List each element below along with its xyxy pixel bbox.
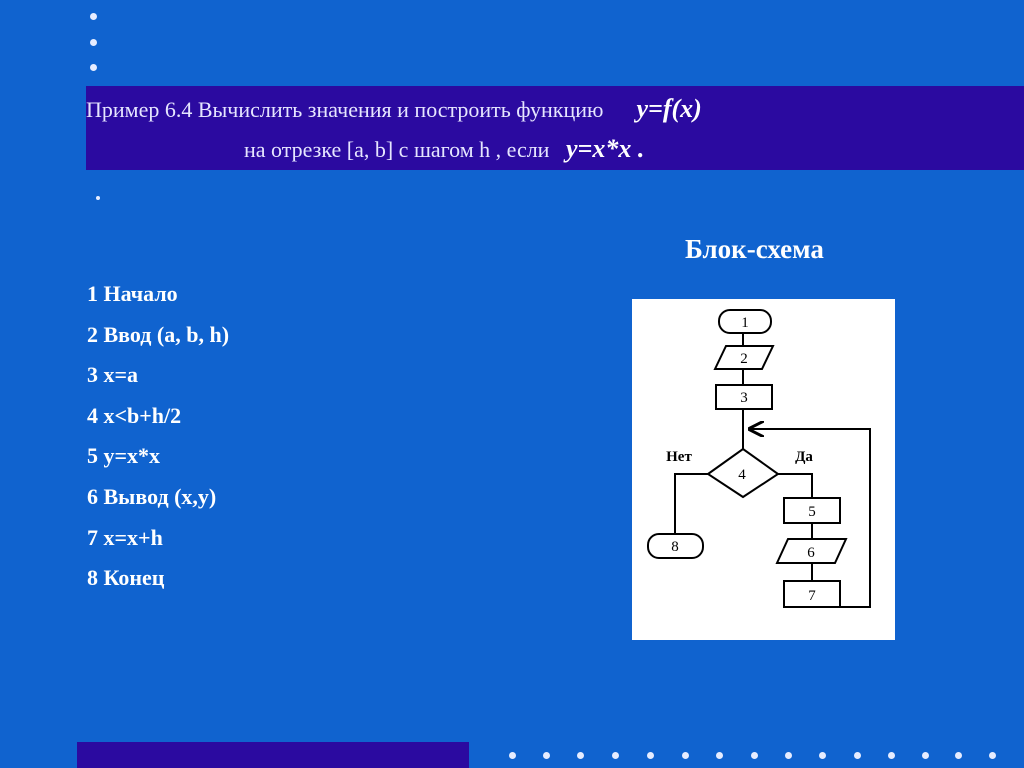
bullet-dot <box>612 752 619 759</box>
title-band <box>86 86 1024 170</box>
bullet-dot <box>785 752 792 759</box>
title-line-2-text: на отрезке [a, b] с шагом h , если <box>244 137 550 162</box>
algorithm-steps <box>87 279 229 604</box>
bottom-band <box>77 742 469 768</box>
step-item: 6 Вывод (x,y) <box>87 483 217 509</box>
bullet-dot <box>854 752 861 759</box>
title-formula-2: y=x*x . <box>565 134 645 163</box>
step-item: 7 x=x+h <box>87 524 163 550</box>
block-label: 1 <box>741 315 749 331</box>
step-item: 5 y=x*x <box>87 443 161 469</box>
flowchart-title: Блок-схема <box>685 234 824 264</box>
step-item: 2 Ввод (a, b, h) <box>87 321 230 347</box>
bullet-dot <box>90 13 97 20</box>
bullet-dot <box>989 752 996 759</box>
no-connector <box>675 474 708 534</box>
bullet-dot <box>577 752 584 759</box>
bullet-dot <box>647 752 654 759</box>
bullet-dot <box>96 196 100 200</box>
title-line-1 <box>86 94 702 124</box>
block-label: 7 <box>808 588 816 604</box>
bullet-dot <box>716 752 723 759</box>
bullet-dot <box>751 752 758 759</box>
block-label: 2 <box>740 351 748 367</box>
step-item: 3 x=a <box>87 362 139 388</box>
bullet-dot <box>543 752 550 759</box>
step-item: 4 x<b+h/2 <box>87 402 182 428</box>
step-item: 8 Конец <box>87 565 165 591</box>
block-label: 4 <box>738 467 746 483</box>
no-label: Нет <box>666 449 692 465</box>
bullet-dot <box>90 64 97 71</box>
title-line-2 <box>244 134 644 164</box>
yes-label: Да <box>795 449 813 465</box>
bullet-dot <box>509 752 516 759</box>
title-formula-1: y=f(x) <box>636 94 702 123</box>
bullet-dot <box>888 752 895 759</box>
title-line-1-text: Пример 6.4 Вычислить значения и построить функцию <box>86 97 604 122</box>
block-label: 6 <box>807 545 815 561</box>
bullet-dot <box>922 752 929 759</box>
bullet-dot <box>682 752 689 759</box>
block-label: 8 <box>671 539 679 555</box>
block-label: 5 <box>808 504 816 520</box>
step-item: 1 Начало <box>87 281 178 306</box>
bullet-dot <box>819 752 826 759</box>
yes-connector <box>778 474 812 498</box>
block-label: 3 <box>740 390 748 406</box>
bullet-dot <box>955 752 962 759</box>
bullet-dot <box>90 39 97 46</box>
flowchart-diagram <box>632 299 895 640</box>
